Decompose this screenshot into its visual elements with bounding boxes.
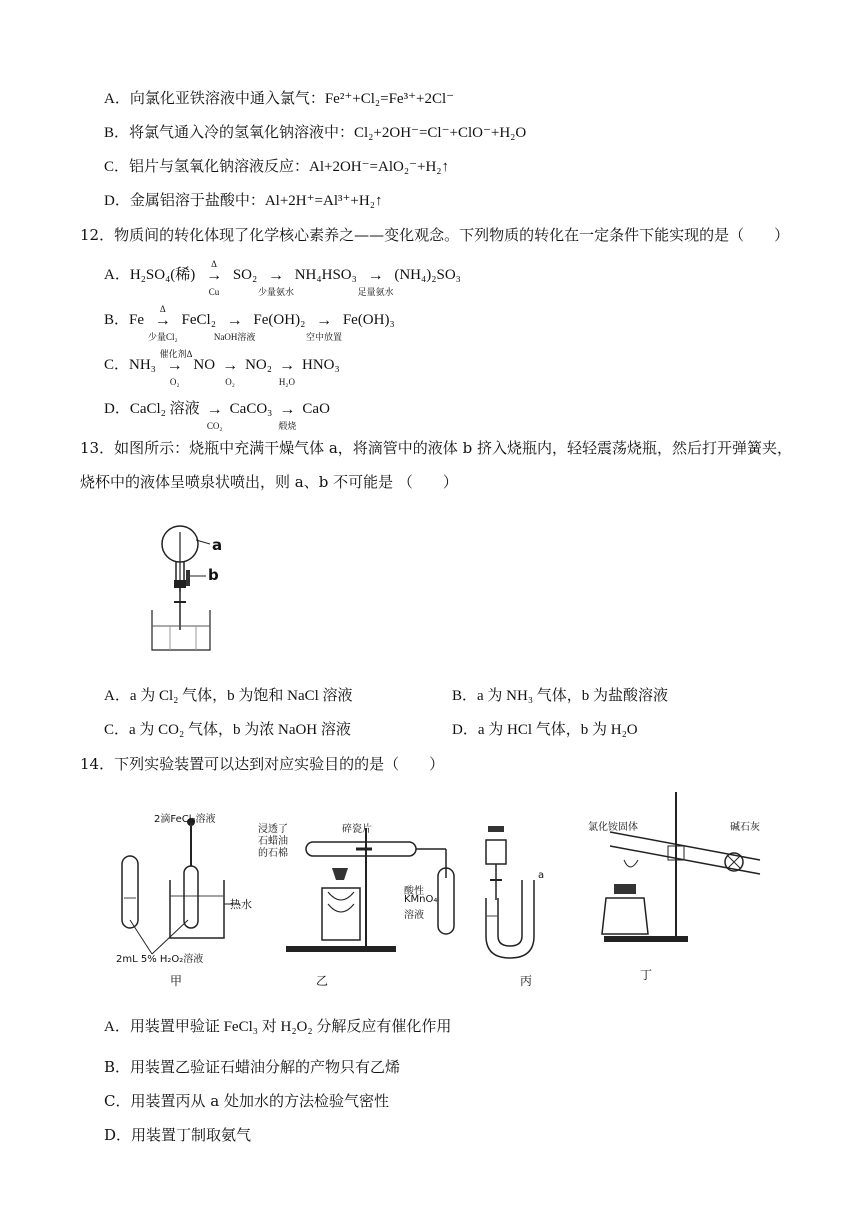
label-kmno4-3: 溶液 <box>404 910 424 921</box>
q13-stem-line2: 烧杯中的液体呈喷泉状喷出，则 a、b 不可能是 （ ） <box>80 473 458 491</box>
substance: SO₂ <box>232 267 258 283</box>
label-b: b <box>208 566 219 584</box>
label-kmno4-2: KMnO₄ <box>404 894 438 905</box>
caption-bing: 丙 <box>520 974 533 988</box>
q14-option-b: B．用装置乙验证石蜡油分解的产物只有乙烯 <box>104 1058 401 1076</box>
q11-option-d: D．金属铝溶于盐酸中：Al+2H⁺=Al³⁺+H₂↑ <box>104 193 383 209</box>
q12-stem: 12．物质间的转化体现了化学核心素养之——变化观念。下列物质的转化在一定条件下能实现的是（ ） <box>80 226 790 244</box>
option-label: B． <box>104 312 130 328</box>
reaction-arrow: → 足量氨水 <box>357 266 394 297</box>
caption-jia: 甲 <box>170 974 183 988</box>
reaction-arrow: → 空中放置 <box>306 311 343 342</box>
fountain-apparatus-figure <box>140 522 250 657</box>
substance: HNO₃ <box>302 357 340 373</box>
q11-option-a: A．向氯化亚铁溶液中通入氯气：Fe²⁺+Cl₂=Fe³⁺+2Cl⁻ <box>104 91 455 107</box>
substance: NH₃ <box>129 357 156 373</box>
label-fecl3: 2滴FeCl₃溶液 <box>154 814 216 825</box>
q12-option-b <box>104 303 395 342</box>
substance: Fe(OH)₂ <box>253 312 306 328</box>
reaction-arrow: 催化剂Δ → O₂ <box>159 348 193 387</box>
q14-option-d: D．用装置丁制取氨气 <box>104 1126 252 1144</box>
substance: FeCl₂ <box>181 312 216 328</box>
apparatus-bing-figure <box>476 818 556 988</box>
q13-option-c: C．a 为 CO₂ 气体，b 为浓 NaOH 溶液 <box>104 722 351 738</box>
q12-option-d <box>104 398 330 431</box>
apparatus-jia-figure <box>112 808 262 988</box>
reaction-arrow: Δ → Cu <box>206 258 223 297</box>
reaction-arrow: → H₂O <box>278 356 296 387</box>
label-nh4cl: 氯化铵固体 <box>588 822 638 833</box>
substance: NO <box>193 357 216 373</box>
label-a: a <box>212 536 223 554</box>
reaction-arrow: → 少量氨水 <box>257 266 294 297</box>
q12-option-c <box>104 348 340 387</box>
caption-yi: 乙 <box>316 974 329 988</box>
reaction-arrow: → CO₂ <box>206 400 223 431</box>
substance: NO₂ <box>245 357 272 373</box>
q13-option-d: D．a 为 HCl 气体，b 为 H₂O <box>452 722 638 738</box>
substance: H₂SO₄(稀) <box>129 267 196 283</box>
q13-option-b: B．a 为 NH₃ 气体，b 为盐酸溶液 <box>452 688 669 704</box>
label-kmno4-1: 酸性 <box>404 886 424 897</box>
q13-stem-line1: 13．如图所示：烧瓶中充满干燥气体 a，将滴管中的液体 b 挤入烧瓶内，轻轻震荡烧瓶，然后打开弹簧夹， <box>80 439 792 457</box>
substance: CaCO₃ <box>229 401 273 417</box>
q11-option-b: B．将氯气通入冷的氢氧化钠溶液中：Cl₂+2OH⁻=Cl⁻+ClO⁻+H₂O <box>104 125 527 141</box>
label-porcelain: 碎瓷片 <box>342 824 372 835</box>
label-hot-water: 热水 <box>230 898 252 911</box>
label-soaked-3: 的石棉 <box>258 848 288 859</box>
substance: NH₄HSO₃ <box>294 267 357 283</box>
label-soda-lime: 碱石灰 <box>730 822 760 833</box>
substance: CaCl₂ 溶液 <box>129 401 200 417</box>
q14-option-a: A．用装置甲验证 FeCl₃ 对 H₂O₂ 分解反应有催化作用 <box>104 1019 452 1035</box>
q12-option-a <box>104 258 461 297</box>
option-label: C． <box>104 357 130 373</box>
q11-option-c: C．铝片与氢氧化钠溶液反应：Al+2OH⁻=AlO₂⁻+H₂↑ <box>104 159 450 175</box>
substance: (NH₄)₂SO₃ <box>394 267 461 283</box>
apparatus-yi-figure <box>256 808 456 988</box>
substance: Fe(OH)₃ <box>342 312 395 328</box>
label-soaked-2: 石蜡油 <box>258 836 288 847</box>
substance: Fe <box>129 312 145 328</box>
label-h2o2: 2mL 5% H₂O₂溶液 <box>116 954 204 965</box>
apparatus-ding-figure <box>580 788 780 988</box>
q14-stem: 14．下列实验装置可以达到对应实验目的的是（ ） <box>80 755 445 773</box>
reaction-arrow: Δ → 少量Cl₂ <box>147 303 178 342</box>
caption-ding: 丁 <box>640 968 653 982</box>
option-label: D． <box>104 401 130 417</box>
reaction-arrow: → 煅烧 <box>278 400 297 431</box>
label-a-inlet: a <box>538 870 545 881</box>
reaction-arrow: → O₂ <box>222 356 239 387</box>
q14-option-c: C．用装置丙从 a 处加水的方法检验气密性 <box>104 1092 389 1110</box>
q13-option-a: A．a 为 Cl₂ 气体，b 为饱和 NaCl 溶液 <box>104 688 353 704</box>
substance: CaO <box>302 401 330 417</box>
reaction-arrow: → NaOH溶液 <box>213 311 256 342</box>
label-soaked-1: 浸透了 <box>258 824 288 835</box>
option-label: A． <box>104 267 130 283</box>
